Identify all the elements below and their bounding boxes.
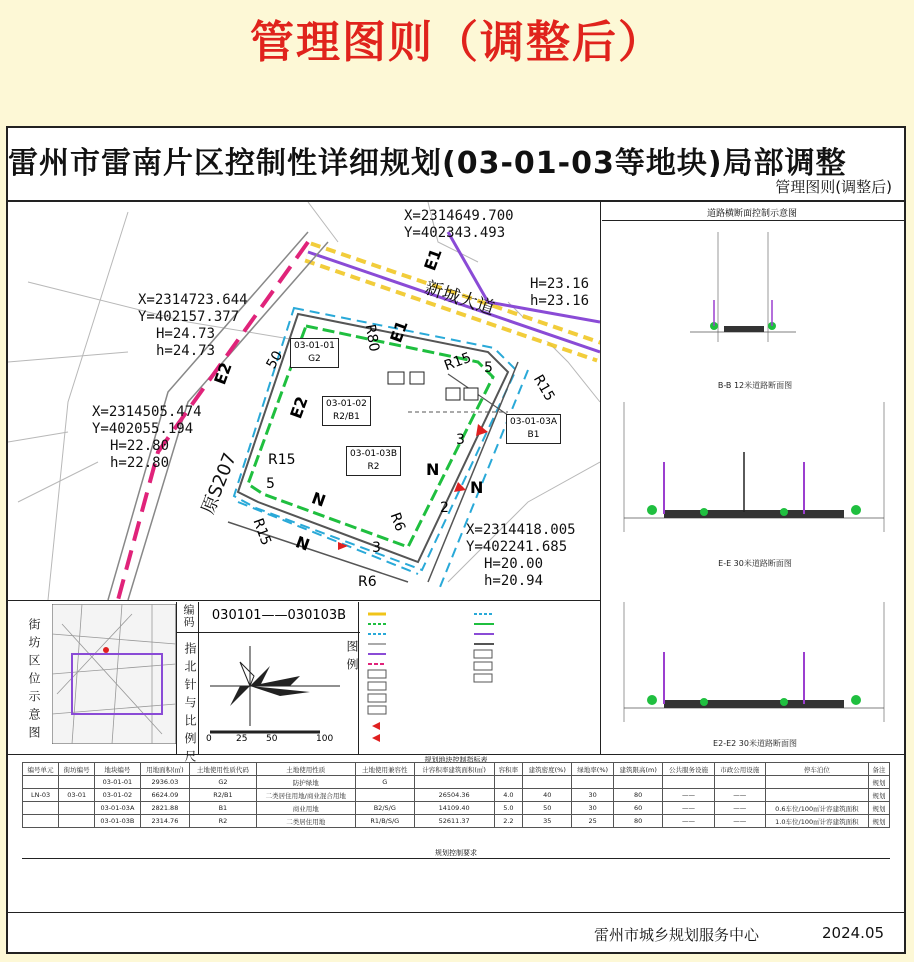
table-cell: 25 xyxy=(572,815,614,828)
table-cell: R2/B1 xyxy=(190,789,256,802)
scale-tick: 25 xyxy=(236,734,248,744)
table-header: 土地使用兼容性 xyxy=(355,763,414,776)
radius-label: R6 xyxy=(386,510,409,534)
table-cell xyxy=(23,802,59,815)
sheet-subtitle: 管理图则(调整后) xyxy=(775,178,892,196)
table-cell: 30 xyxy=(572,802,614,815)
section-mark: E1 xyxy=(420,245,446,274)
radius-label: R80 xyxy=(361,323,383,353)
table-cell xyxy=(59,776,95,789)
table-cell xyxy=(572,776,614,789)
table-cell: —— xyxy=(663,815,714,828)
table-header: 容积率 xyxy=(494,763,523,776)
divider-footer xyxy=(6,912,906,913)
section-caption: B-B 12米道路断面图 xyxy=(717,381,793,390)
scale-tick: 100 xyxy=(316,734,334,744)
divider-map-bottom xyxy=(6,600,600,601)
table-cell xyxy=(414,776,494,789)
table-cell: 1.0车位/100㎡计容建筑面积 xyxy=(765,815,868,828)
table-cell: 4.0 xyxy=(494,789,523,802)
table-cell xyxy=(663,776,714,789)
legend xyxy=(364,608,596,750)
divider-compass xyxy=(358,602,359,754)
radius-label: R15 xyxy=(529,372,558,404)
plot-label-03a: 03-01-03A B1 xyxy=(506,414,561,444)
road-name-new: 新城大道 xyxy=(422,277,498,320)
table-cell: 2314.76 xyxy=(140,815,190,828)
plot-label-03b: 03-01-03B R2 xyxy=(346,446,401,476)
width-label: 5 xyxy=(266,476,275,492)
table-cell: 2821.88 xyxy=(140,802,190,815)
table-cell: 50 xyxy=(523,802,572,815)
table-cell xyxy=(765,789,868,802)
location-label: 街坊区位示意图 xyxy=(27,618,41,744)
table-cell xyxy=(59,815,95,828)
table-header: 用地面积(㎡) xyxy=(140,763,190,776)
table-cell: 6624.09 xyxy=(140,789,190,802)
scale-tick: 50 xyxy=(266,734,278,744)
compass-rose xyxy=(210,636,350,746)
table-cell: 03-01-01 xyxy=(95,776,140,789)
table-title: 规划地块控制指标表 xyxy=(424,756,488,764)
section-caption: E2-E2 30米道路断面图 xyxy=(713,739,797,748)
plot-label-02: 03-01-02 R2/B1 xyxy=(322,396,371,426)
table-cell: 26504.36 xyxy=(414,789,494,802)
coord-2: X=2314723.644 Y=402157.377 H=24.73 h=24.73 xyxy=(138,292,248,359)
table-cell: 规划 xyxy=(868,789,889,802)
divider-notes xyxy=(22,858,890,859)
table-cell xyxy=(59,802,95,815)
table-footer: 规划控制要求 xyxy=(435,849,477,857)
section-mark: N xyxy=(426,460,440,479)
plot-label-01: 03-01-01 G2 xyxy=(290,338,339,368)
table-header: 公共服务设施 xyxy=(663,763,714,776)
table-cell xyxy=(23,815,59,828)
section-mark: N xyxy=(309,488,329,511)
table-header: 市政公用设施 xyxy=(714,763,765,776)
org-name: 雷州市城乡规划服务中心 xyxy=(594,926,760,944)
road-name-old: 原S207 xyxy=(197,450,241,518)
table-cell: R2 xyxy=(190,815,256,828)
table-cell: 二类居住用地 xyxy=(256,815,355,828)
table-cell: 03-01-03B xyxy=(95,815,140,828)
divider-road-title xyxy=(602,220,906,221)
scale-tick: 0 xyxy=(206,734,212,744)
table-cell: 30 xyxy=(572,789,614,802)
table-cell: 2.2 xyxy=(494,815,523,828)
table-cell: 40 xyxy=(523,789,572,802)
table-cell: 二类居住用地/商业混合用地 xyxy=(256,789,355,802)
page-title: 管理图则（调整后） xyxy=(250,17,664,68)
table-header-row xyxy=(23,763,890,776)
road-sections xyxy=(604,222,904,752)
table-cell xyxy=(714,776,765,789)
table-cell: 5.0 xyxy=(494,802,523,815)
table-cell: 规划 xyxy=(868,815,889,828)
table-header: 计容积率建筑面积(㎡) xyxy=(414,763,494,776)
table-cell: 35 xyxy=(523,815,572,828)
table-cell: 60 xyxy=(613,802,662,815)
radius-label: R6 xyxy=(358,574,377,590)
section-mark: E2 xyxy=(210,359,236,388)
table-row xyxy=(23,776,890,789)
table-cell: 80 xyxy=(613,789,662,802)
road-panel-title: 道路横断面控制示意图 xyxy=(706,209,797,219)
table-cell: B1 xyxy=(190,802,256,815)
table-cell: —— xyxy=(714,789,765,802)
table-header: 绿地率(%) xyxy=(572,763,614,776)
table-cell: 14109.40 xyxy=(414,802,494,815)
table-cell: 03-01 xyxy=(59,789,95,802)
table-header: 土地使用性质 xyxy=(256,763,355,776)
section-mark: E1 xyxy=(386,317,412,346)
table-cell: B2/S/G xyxy=(355,802,414,815)
code-label: 编码 xyxy=(182,604,195,628)
sheet-title: 雷州市雷南片区控制性详细规划(03-01-03等地块)局部调整 xyxy=(8,146,847,181)
elevation-top: H=23.16 h=23.16 xyxy=(530,276,590,309)
table-header: 备注 xyxy=(868,763,889,776)
table-cell xyxy=(494,776,523,789)
table-cell: 52611.37 xyxy=(414,815,494,828)
radius-label: R15 xyxy=(249,516,275,548)
section-mark: E2 xyxy=(286,393,312,422)
compass-label: 指北针与比例尺 xyxy=(183,642,197,768)
coord-3: X=2314505.474 Y=402055.194 H=22.80 h=22.80 xyxy=(92,404,202,471)
legend-label: 图例 xyxy=(345,640,359,676)
section-mark: N xyxy=(470,478,484,497)
table-cell xyxy=(613,776,662,789)
table-cell xyxy=(765,776,868,789)
control-table xyxy=(22,762,890,828)
divider-code xyxy=(176,632,360,633)
table-cell: —— xyxy=(663,802,714,815)
width-label: 5 xyxy=(484,360,493,376)
table-cell: 商业用地 xyxy=(256,802,355,815)
section-caption: E-E 30米道路断面图 xyxy=(718,559,792,568)
table-cell: G xyxy=(355,776,414,789)
radius-label: R15 xyxy=(442,349,474,375)
coord-1: X=2314649.700 Y=402343.493 xyxy=(404,208,514,241)
section-mark: N xyxy=(293,532,313,555)
table-cell: 03-01-03A xyxy=(95,802,140,815)
table-cell: —— xyxy=(714,815,765,828)
table-header: 地块编号 xyxy=(95,763,140,776)
table-row xyxy=(23,789,890,802)
table-row xyxy=(23,815,890,828)
divider-inset xyxy=(176,602,177,754)
table-cell: LN-03 xyxy=(23,789,59,802)
code-value: 030101——030103B xyxy=(211,608,347,623)
location-inset xyxy=(52,604,176,744)
table-header: 建筑限高(m) xyxy=(613,763,662,776)
table-cell: —— xyxy=(663,789,714,802)
table-cell: —— xyxy=(714,802,765,815)
radius-label: R15 xyxy=(268,452,296,468)
width-label: 50 xyxy=(263,348,287,372)
table-cell: 03-01-02 xyxy=(95,789,140,802)
table-header: 街坊编号 xyxy=(59,763,95,776)
table-cell: G2 xyxy=(190,776,256,789)
width-label: 3 xyxy=(456,432,465,448)
table-cell xyxy=(23,776,59,789)
table-cell: 2936.03 xyxy=(140,776,190,789)
table-header: 土地使用性质代码 xyxy=(190,763,256,776)
table-header: 停车泊位 xyxy=(765,763,868,776)
divider-vertical xyxy=(600,202,601,754)
sheet-date: 2024.05 xyxy=(822,924,885,942)
table-cell: 规划 xyxy=(868,776,889,789)
table-header: 建筑密度(%) xyxy=(523,763,572,776)
table-row xyxy=(23,802,890,815)
width-label: 2 xyxy=(440,500,449,516)
table-cell: R1/B/S/G xyxy=(355,815,414,828)
table-cell xyxy=(523,776,572,789)
table-cell: 80 xyxy=(613,815,662,828)
table-cell: 规划 xyxy=(868,802,889,815)
coord-4: X=2314418.005 Y=402241.685 H=20.00 h=20.94 xyxy=(466,522,576,589)
width-label: 3 xyxy=(372,540,381,556)
table-header: 编号单元 xyxy=(23,763,59,776)
table-cell: 0.6车位/100㎡计容建筑面积 xyxy=(765,802,868,815)
table-cell: 防护绿地 xyxy=(256,776,355,789)
table-cell xyxy=(355,789,414,802)
